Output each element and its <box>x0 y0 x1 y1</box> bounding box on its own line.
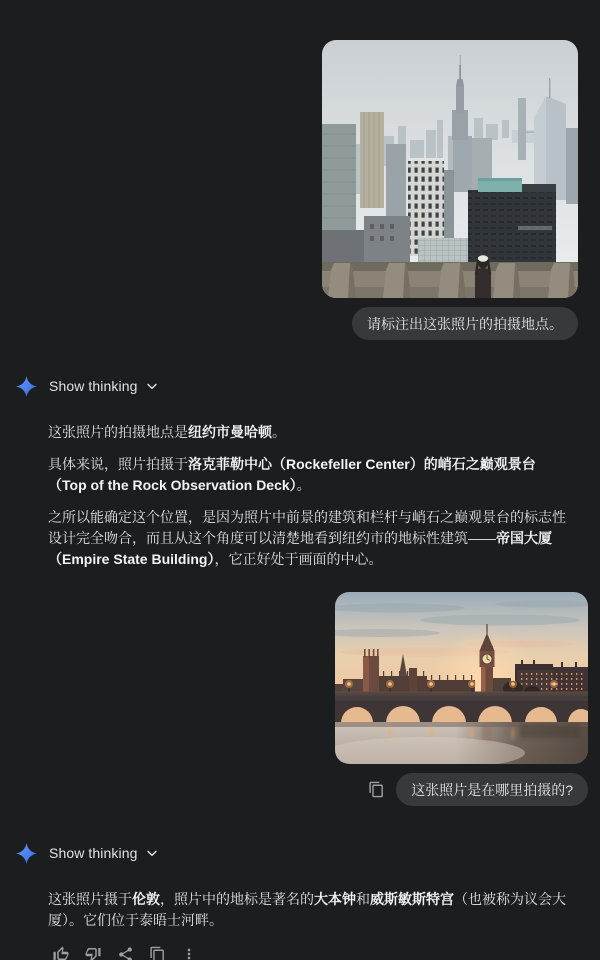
thumbs-down-icon <box>84 945 102 960</box>
thumbs-down-button[interactable] <box>80 941 106 960</box>
london-photo-illustration <box>335 592 588 764</box>
response-paragraph: 具体来说，照片拍摄于洛克菲勒中心（Rockefeller Center）的峭石之巅观景台（Top of the Rock Observation Deck）。 <box>48 456 536 493</box>
chevron-down-icon <box>144 378 160 394</box>
chevron-down-icon <box>144 845 160 861</box>
thumbs-up-icon <box>52 945 70 960</box>
user-message-1: 请标注出这张照片的拍摄地点。 <box>352 307 578 340</box>
gemini-sparkle-icon <box>14 374 39 399</box>
response-paragraph: 这张照片摄于伦敦，照片中的地标是著名的大本钟和威斯敏斯特宫（也被称为议会大厦）。它们位于泰晤士河畔。 <box>48 891 566 928</box>
response-paragraph: 这张照片的拍摄地点是纽约市曼哈顿。 <box>48 424 286 440</box>
show-thinking-label: Show thinking <box>49 378 138 394</box>
show-thinking-label: Show thinking <box>49 845 138 861</box>
copy-message-button[interactable] <box>368 781 385 798</box>
copy-response-button[interactable] <box>144 941 170 960</box>
thumbs-up-button[interactable] <box>48 941 74 960</box>
share-icon <box>117 946 134 960</box>
response-action-bar <box>48 941 600 960</box>
response-paragraph: 之所以能确定这个位置，是因为照片中前景的建筑和栏杆与峭石之巅观景台的标志性设计完全吻合，而且从这个角度可以清楚地看到纽约市的地标性建筑——帝国大厦（Empire State Building），它正好处于画面的中心。 <box>48 509 566 567</box>
uploaded-photo-london[interactable] <box>335 592 588 764</box>
model-response-1 <box>48 422 567 570</box>
share-button[interactable] <box>112 941 138 960</box>
show-thinking-toggle-2[interactable] <box>14 840 600 866</box>
nyc-photo-illustration <box>322 40 578 298</box>
model-response-2 <box>48 889 567 931</box>
user-turn-2 <box>0 592 600 806</box>
copy-icon <box>368 781 385 798</box>
user-turn-1 <box>0 0 600 340</box>
more-vert-icon <box>181 946 197 960</box>
uploaded-photo-nyc[interactable] <box>322 40 578 298</box>
copy-icon <box>149 946 166 960</box>
gemini-sparkle-icon <box>14 841 39 866</box>
user-message-2: 这张照片是在哪里拍摄的? <box>396 773 588 806</box>
more-options-button[interactable] <box>176 941 202 960</box>
visitor-silhouette <box>475 255 491 298</box>
show-thinking-toggle-1[interactable] <box>14 373 600 399</box>
